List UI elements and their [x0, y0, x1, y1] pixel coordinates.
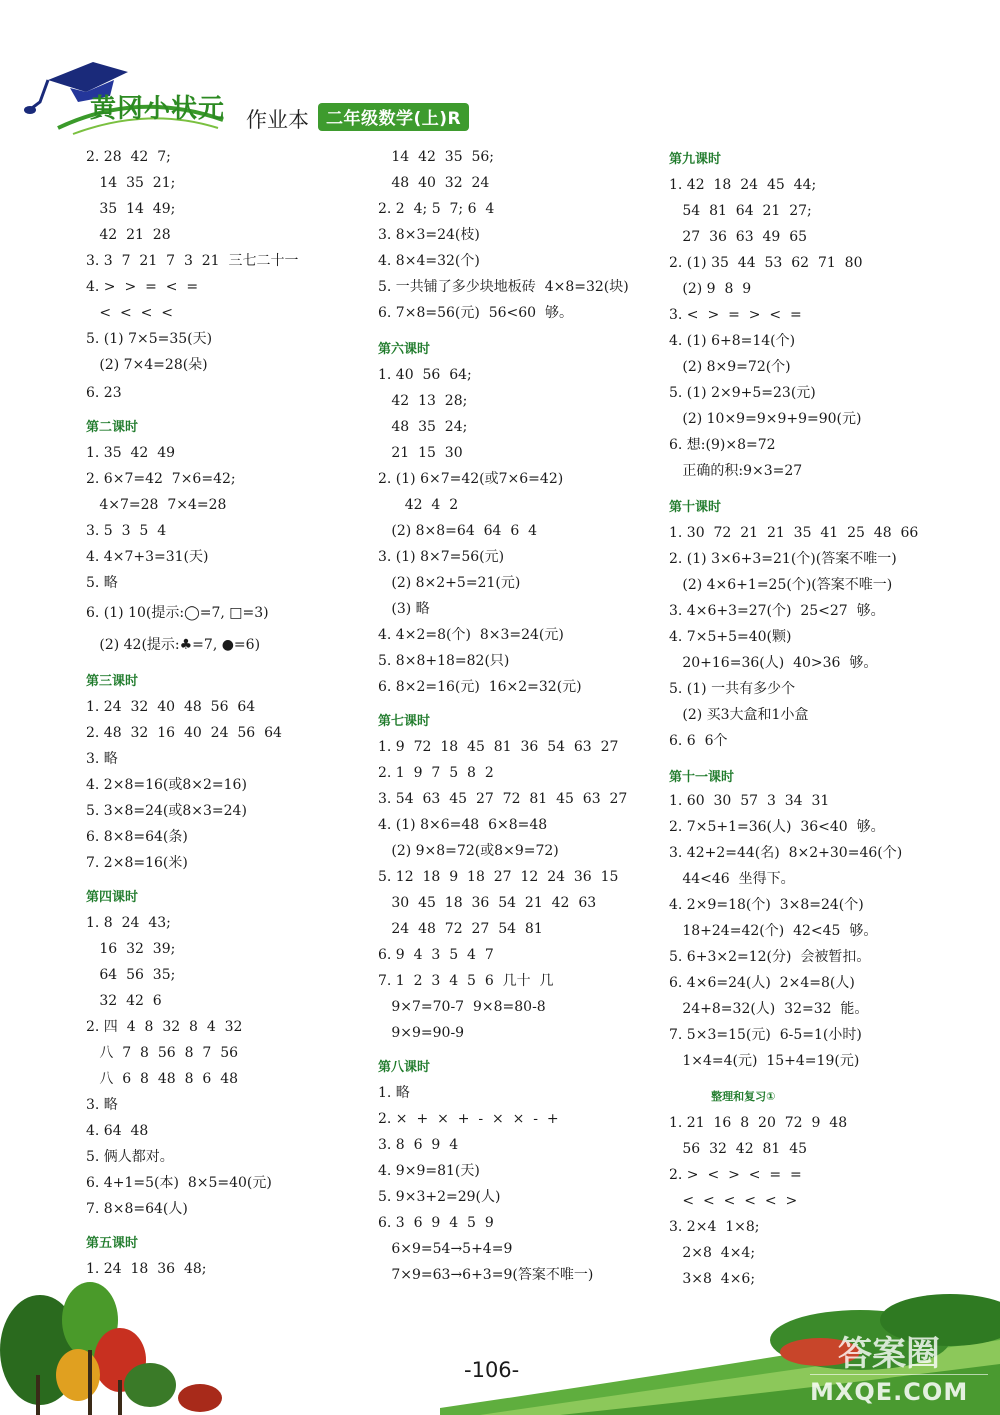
answer-line: 14 42 35 56; [378, 149, 495, 165]
answer-line: 5. (1) 7×5=35(天) [86, 331, 213, 347]
section-heading: 第十一课时 [669, 770, 735, 785]
answer-line: 2. 1 9 7 5 8 2 [378, 765, 494, 781]
answer-line: 9×7=70-7 9×8=80-8 [378, 999, 546, 1015]
grade-subject-badge: 二年级数学(上)R [318, 103, 469, 131]
answer-line: 2. > < > < = = [669, 1167, 802, 1183]
answer-line: 24 48 72 27 54 81 [378, 921, 543, 937]
answer-line: 4. 7×5+5=40(颗) [669, 629, 792, 645]
answer-line: 3. 42+2=44(名) 8×2+30=46(个) [669, 845, 903, 861]
answer-line: 3. 5 3 5 4 [86, 523, 167, 539]
answer-line: 2. 四 4 8 32 8 4 32 [86, 1019, 243, 1035]
answer-line: 6. 7×8=56(元) 56<60 够。 [378, 305, 573, 321]
answer-line: 6. 6 6个 [669, 733, 728, 749]
section-heading: 第七课时 [378, 714, 431, 729]
answer-line: 2. 48 32 16 40 24 56 64 [86, 725, 282, 741]
section-heading: 第四课时 [86, 890, 139, 905]
answer-line: 7. 5×3=15(元) 6-5=1(小时) [669, 1027, 862, 1043]
answer-line: 35 14 49; [86, 201, 176, 217]
page-header [0, 0, 1000, 145]
answer-line: 1. 35 42 49 [86, 445, 176, 461]
answer-line: 4. 2×8=16(或8×2=16) [86, 777, 247, 793]
answer-line: 3. 4×6+3=27(个) 25<27 够。 [669, 603, 885, 619]
answer-line: 5. 一共铺了多少块地板砖 4×8=32(块) [378, 279, 629, 295]
answer-line: 3. 略 [86, 1097, 118, 1113]
answer-line: 5. 略 [86, 575, 118, 591]
answer-line: 54 81 64 21 27; [669, 203, 812, 219]
answer-line: 3. 略 [86, 751, 118, 767]
answer-line: 4. 2×9=18(个) 3×8=24(个) [669, 897, 864, 913]
answer-line: 4. (1) 8×6=48 6×8=48 [378, 817, 548, 833]
answer-line: 2. 28 42 7; [86, 149, 171, 165]
answer-line: (2) 9 8 9 [669, 281, 752, 297]
answer-line: (2) 7×4=28(朵) [86, 357, 208, 373]
answer-line: 6. 8×2=16(元) 16×2=32(元) [378, 679, 582, 695]
answer-line: 44<46 坐得下。 [669, 871, 795, 887]
answer-line: 3. 3 7 21 7 3 21 三七二十一 [86, 253, 299, 269]
answer-line: 6. 9 4 3 5 4 7 [378, 947, 494, 963]
answer-line: 6. 4+1=5(本) 8×5=40(元) [86, 1175, 272, 1191]
answer-line: 56 32 42 81 45 [669, 1141, 808, 1157]
answer-line: 14 35 21; [86, 175, 176, 191]
answer-line: 4. 64 48 [86, 1123, 149, 1139]
answer-line: 八 7 8 56 8 7 56 [86, 1045, 239, 1061]
answer-line: 1×4=4(元) 15+4=19(元) [669, 1053, 860, 1069]
answer-line: 21 15 30 [378, 445, 463, 461]
page-number: -106- [464, 1358, 520, 1382]
answer-line: 1. 8 24 43; [86, 915, 171, 931]
answer-line: 6. 3 6 9 4 5 9 [378, 1215, 494, 1231]
answer-line: 42 4 2 [378, 497, 459, 513]
answer-line: 3. 8×3=24(枝) [378, 227, 480, 243]
answer-line: (2) 10×9=9×9+9=90(元) [669, 411, 862, 427]
answer-line: 2. (1) 35 44 53 62 71 80 [669, 255, 863, 271]
answer-line: 6. 想:(9)×8=72 [669, 437, 776, 453]
answer-line: 1. 42 18 24 45 44; [669, 177, 817, 193]
answer-line: 5. (1) 一共有多少个 [669, 681, 796, 697]
answer-line: 1. 24 32 40 48 56 64 [86, 699, 256, 715]
answer-line: 八 6 8 48 8 6 48 [86, 1071, 239, 1087]
answer-line: 3. 54 63 45 27 72 81 45 63 27 [378, 791, 628, 807]
answer-line: 3. < > = > < = [669, 307, 802, 323]
answer-line: 5. 12 18 9 18 27 12 24 36 15 [378, 869, 619, 885]
workbook-label: 作业本 [246, 108, 309, 132]
answer-line: 6×9=54→5+4=9 [378, 1241, 513, 1257]
answer-line: 1. 21 16 8 20 72 9 48 [669, 1115, 848, 1131]
answer-line: 5. 3×8=24(或8×3=24) [86, 803, 247, 819]
answer-line: 6. 4×6=24(人) 2×4=8(人) [669, 975, 855, 991]
answer-line: 2. (1) 6×7=42(或7×6=42) [378, 471, 564, 487]
answer-line: 7. 8×8=64(人) [86, 1201, 188, 1217]
answer-line: (2) 8×9=72(个) [669, 359, 791, 375]
section-heading: 第九课时 [669, 152, 722, 167]
answer-line: (2) 买3大盒和1小盒 [669, 707, 809, 723]
answer-line: 1. 40 56 64; [378, 367, 472, 383]
section-heading: 第三课时 [86, 674, 139, 689]
answer-line: 64 56 35; [86, 967, 176, 983]
answer-line: < < < < [86, 305, 173, 321]
section-heading: 整理和复习① [669, 1090, 776, 1103]
answer-line: 2. 7×5+1=36(人) 36<40 够。 [669, 819, 885, 835]
answer-line: 5. (1) 2×9+5=23(元) [669, 385, 816, 401]
answer-line: (2) 8×2+5=21(元) [378, 575, 521, 591]
answer-line: 4. 8×4=32(个) [378, 253, 480, 269]
answer-line: 3×8 4×6; [669, 1271, 756, 1287]
answer-line: 1. 略 [378, 1085, 410, 1101]
answer-line: 3. (1) 8×7=56(元) [378, 549, 505, 565]
answer-line: 1. 9 72 18 45 81 36 54 63 27 [378, 739, 619, 755]
answer-line: (2) 42(提示:♣=7, ●=6) [86, 637, 261, 653]
answer-line: (2) 8×8=64 64 6 4 [378, 523, 538, 539]
answer-line: 24+8=32(人) 32=32 能。 [669, 1001, 869, 1017]
answer-line: 5. 9×3+2=29(人) [378, 1189, 501, 1205]
answer-line: 2×8 4×4; [669, 1245, 756, 1261]
answer-line: 5. 6+3×2=12(分) 会被暂扣。 [669, 949, 871, 965]
answer-line: 正确的积:9×3=27 [669, 463, 803, 479]
answer-line: 7×9=63→6+3=9(答案不唯一) [378, 1267, 594, 1283]
answer-line: 4. (1) 6+8=14(个) [669, 333, 796, 349]
answer-line: 42 13 28; [378, 393, 468, 409]
answer-line: 30 45 18 36 54 21 42 63 [378, 895, 597, 911]
section-heading: 第八课时 [378, 1060, 431, 1075]
answer-line: 9×9=90-9 [378, 1025, 465, 1041]
brand-logo-text: 黄冈小状元 [90, 94, 226, 124]
answer-line: 2. × + × + - × × - + [378, 1111, 559, 1127]
answer-line: (3) 略 [378, 601, 430, 617]
answer-line: 5. 俩人都对。 [86, 1149, 174, 1165]
answer-line: 1. 60 30 57 3 34 31 [669, 793, 830, 809]
answer-line: 1. 24 18 36 48; [86, 1261, 207, 1277]
answer-line: < < < < < > [669, 1193, 798, 1209]
section-heading: 第六课时 [378, 342, 431, 357]
watermark-url: MXQE.COM [810, 1378, 969, 1406]
answer-line: 4. 9×9=81(天) [378, 1163, 480, 1179]
answer-line: 7. 1 2 3 4 5 6 几十 几 [378, 973, 554, 989]
answer-line: 2. 6×7=42 7×6=42; [86, 471, 236, 487]
section-heading: 第十课时 [669, 500, 722, 515]
answer-line: 5. 8×8+18=82(只) [378, 653, 510, 669]
answer-line: (2) 9×8=72(或8×9=72) [378, 843, 559, 859]
watermark-logo-text: 答案圈 [838, 1334, 940, 1374]
answer-line: 27 36 63 49 65 [669, 229, 808, 245]
answer-line: 4. 4×7+3=31(天) [86, 549, 209, 565]
answer-line: 42 21 28 [86, 227, 171, 243]
answer-line: 4. 4×2=8(个) 8×3=24(元) [378, 627, 564, 643]
answer-line: 32 42 6 [86, 993, 162, 1009]
answer-line: 3. 2×4 1×8; [669, 1219, 760, 1235]
answer-line: 18+24=42(个) 42<45 够。 [669, 923, 878, 939]
answer-line: 6. 8×8=64(条) [86, 829, 188, 845]
answer-line: 1. 30 72 21 21 35 41 25 48 66 [669, 525, 919, 541]
answer-line: 6. (1) 10(提示:◯=7, □=3) [86, 605, 269, 621]
answer-line: 48 35 24; [378, 419, 468, 435]
answer-line: 2. 2 4; 5 7; 6 4 [378, 201, 495, 217]
answer-line: 16 32 39; [86, 941, 176, 957]
answer-line: 7. 2×8=16(米) [86, 855, 188, 871]
answer-line: 4×7=28 7×4=28 [86, 497, 227, 513]
answer-line: 48 40 32 24 [378, 175, 490, 191]
section-heading: 第五课时 [86, 1236, 139, 1251]
answer-line: 4. > > = < = [86, 279, 199, 295]
answer-line: 3. 8 6 9 4 [378, 1137, 459, 1153]
answer-line: 2. (1) 3×6+3=21(个)(答案不唯一) [669, 551, 897, 567]
section-heading: 第二课时 [86, 420, 139, 435]
answer-line: 6. 23 [86, 385, 122, 401]
watermark-divider [810, 1374, 988, 1375]
answer-line: (2) 4×6+1=25(个)(答案不唯一) [669, 577, 893, 593]
answer-line: 20+16=36(人) 40>36 够。 [669, 655, 878, 671]
